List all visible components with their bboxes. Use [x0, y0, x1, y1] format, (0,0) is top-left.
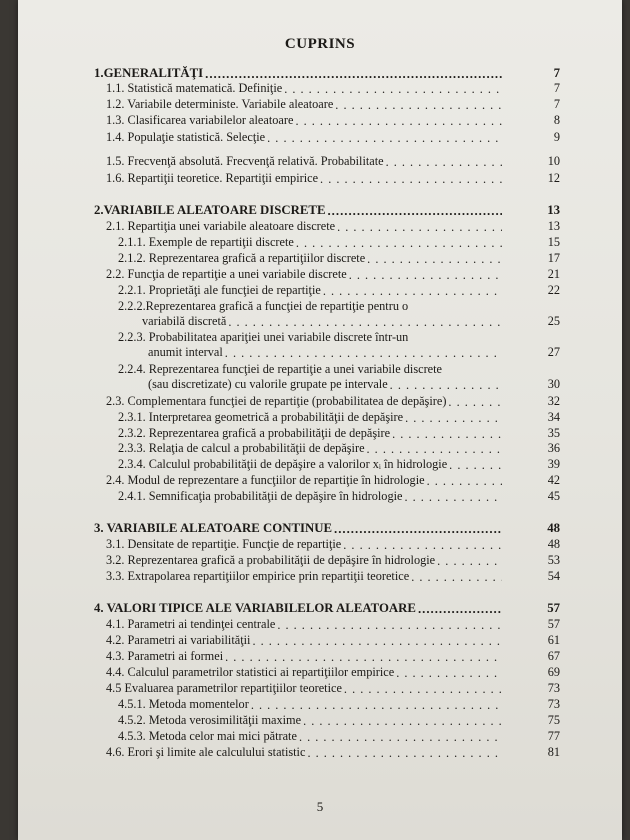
toc-page-number: 15: [547, 235, 560, 249]
toc-leader-dots: [386, 156, 502, 168]
toc-chapter-entry: [94, 601, 560, 615]
toc-entry-label: 2.2.3. Probabilitatea apariţiei unei variabile discrete într-un: [118, 330, 409, 344]
toc-entry-label: 1.2. Variabile deterministe. Variabile aleatoare: [106, 97, 334, 111]
toc-section-entry: [106, 394, 560, 408]
toc-entry-label-continuation: (sau discretizate) cu valorile grupate pe intervale: [148, 377, 388, 391]
toc-page-number: 75: [547, 713, 560, 727]
toc-leader-dots: [427, 475, 502, 487]
toc-leader-dots: [335, 99, 502, 111]
toc-leader-dots: [323, 285, 502, 297]
toc-entry-label: 4.6. Erori şi limite ale calculului statistic: [106, 745, 306, 759]
toc-leader-dots: [392, 428, 502, 440]
toc-leader-dots: [449, 459, 502, 471]
toc-page-number: 48: [547, 537, 560, 551]
toc-leader-dots: [367, 253, 502, 265]
toc-section-entry: [118, 362, 560, 391]
toc-entry-label: 3.1. Densitate de repartiţie. Funcţie de repartiţie: [106, 537, 342, 551]
toc-entry-label: 3. VARIABILE ALEATOARE CONTINUE: [94, 521, 332, 535]
toc-page-number: 36: [547, 441, 560, 455]
toc-chapter-entry: [94, 521, 560, 535]
toc-leader-dots: [437, 555, 502, 567]
toc-chapter-entry: [94, 203, 560, 217]
toc-section-entry: [106, 745, 560, 759]
toc-section-entry: [106, 633, 560, 647]
toc-leader-dots: [251, 699, 502, 711]
toc-page-number: 25: [547, 314, 560, 328]
toc-page-number: 10: [547, 154, 560, 168]
toc-entry-label: 3.3. Extrapolarea repartiţiilor empirice prin repartiţii teoretice: [106, 569, 410, 583]
toc-leader-dots: [303, 715, 502, 727]
toc-leader-dots: [228, 316, 502, 328]
toc-section-entry: [118, 489, 560, 503]
toc-leader-dots: [337, 221, 502, 233]
toc-page-number: 73: [547, 697, 560, 711]
toc-entry-label: 2.3.4. Calculul probabilităţii de depăşire a valorilor xᵢ în hidrologie: [118, 457, 448, 471]
toc-entry-label: 2.4.1. Semnificaţia probabilităţii de depăşire în hidrologie: [118, 489, 403, 503]
toc-leader-dots: [295, 115, 502, 127]
toc-entry-label: 4.2. Parametri ai variabilităţii: [106, 633, 251, 647]
toc-leader-dots: [343, 539, 502, 551]
toc-entry-label: 4.5.1. Metoda momentelor: [118, 697, 249, 711]
toc-entry-label: 4.5.3. Metoda celor mai mici pătrate: [118, 729, 297, 743]
toc-leader-dots: [404, 491, 502, 503]
toc-section-entry: [106, 665, 560, 679]
toc-section-entry: [118, 251, 560, 265]
toc-section-entry: [118, 441, 560, 455]
toc-page-number: 13: [547, 203, 560, 217]
toc-section-entry: [106, 267, 560, 281]
toc-section-entry: [118, 729, 560, 743]
toc-leader-dots: [284, 83, 502, 95]
toc-section-entry: [106, 113, 560, 127]
toc-page-number: 7: [553, 81, 560, 95]
toc-leader-dots: [299, 731, 502, 743]
toc-entry-label: 4.1. Parametri ai tendinţei centrale: [106, 617, 276, 631]
toc-section-entry: [118, 426, 560, 440]
toc-page-number: 81: [547, 745, 560, 759]
toc-leader-dots: [396, 667, 502, 679]
toc-entry-label: 2.2.2.Reprezentarea grafică a funcţiei de repartiţie pentru o: [118, 299, 409, 313]
toc-page-number: 45: [547, 489, 560, 503]
toc-page-number: 12: [547, 171, 560, 185]
toc-entry-label: 1.GENERALITĂŢI: [94, 66, 204, 80]
toc-section-entry: [118, 457, 560, 471]
toc-entry-label: 2.3.3. Relaţia de calcul a probabilităţii de depăşire: [118, 441, 365, 455]
toc-section-entry: [106, 569, 560, 583]
toc-section-entry: [106, 617, 560, 631]
toc-entry-label: 1.3. Clasificarea variabilelor aleatoare: [106, 113, 294, 127]
toc-leader-dots: [225, 651, 502, 663]
toc-page-number: 54: [547, 569, 560, 583]
toc-leader-dots: [327, 205, 502, 217]
toc-page-number: 34: [547, 410, 560, 424]
toc-page-number: 77: [547, 729, 560, 743]
toc-leader-dots: [390, 379, 502, 391]
toc-entry-label: 2.2.1. Proprietăţi ale funcţiei de repartiţie: [118, 283, 321, 297]
toc-page-number: 21: [547, 267, 560, 281]
toc-section-entry: [118, 330, 560, 359]
toc-section-entry: [118, 697, 560, 711]
toc-section-entry: [118, 283, 560, 297]
toc-entry-label: 2.3.1. Interpretarea geometrică a probabilităţii de depăşire: [118, 410, 404, 424]
toc-page-number: 35: [547, 426, 560, 440]
toc-section-entry: [106, 537, 560, 551]
toc-page-number: 7: [553, 97, 560, 111]
toc-leader-dots: [405, 412, 502, 424]
toc-entry-label: 2.4. Modul de reprezentare a funcţiilor de repartiţie în hidrologie: [106, 473, 425, 487]
toc-page-number: 32: [547, 394, 560, 408]
toc-section-entry: [118, 235, 560, 249]
toc-entry-label: 2.1.1. Exemple de repartiţii discrete: [118, 235, 294, 249]
toc-entry-label: 4.3. Parametri ai formei: [106, 649, 224, 663]
toc-page-number: 53: [547, 553, 560, 567]
toc-entry-label: 2.2.4. Reprezentarea funcţiei de repartiţie a unei variabile discrete: [118, 362, 442, 376]
toc-leader-dots: [307, 747, 502, 759]
toc-page-number: 42: [547, 473, 560, 487]
toc-entry-label: 4.5 Evaluarea parametrilor repartiţiilor teoretice: [106, 681, 342, 695]
toc-entry-label-continuation: variabilă discretă: [142, 314, 227, 328]
toc-section-entry: [106, 681, 560, 695]
toc-page-number: 61: [547, 633, 560, 647]
toc-section-entry: [106, 473, 560, 487]
toc-entry-label: 2.3.2. Reprezentarea grafică a probabilităţii de depăşire: [118, 426, 391, 440]
toc-leader-dots: [277, 619, 502, 631]
toc-leader-dots: [296, 237, 502, 249]
toc-section-entry: [106, 97, 560, 111]
toc-entry-label: 1.1. Statistică matematică. Definiţie: [106, 81, 283, 95]
toc-section-entry: [118, 299, 560, 328]
toc-page-number: 57: [547, 617, 560, 631]
toc-entry-label: 4. VALORI TIPICE ALE VARIABILELOR ALEATOARE: [94, 601, 416, 615]
toc-section-entry: [118, 410, 560, 424]
toc-entry-label: 2.1. Repartiţia unei variabile aleatoare discrete: [106, 219, 336, 233]
toc-section-entry: [106, 219, 560, 233]
toc-entry-label: 1.4. Populaţie statistică. Selecţie: [106, 130, 266, 144]
toc-entry-label: 4.5.2. Metoda verosimilităţii maxime: [118, 713, 302, 727]
toc-leader-dots: [267, 132, 502, 144]
toc-entry-label: 2.VARIABILE ALEATOARE DISCRETE: [94, 203, 326, 217]
toc-page-number: 67: [547, 649, 560, 663]
toc-page-number: 7: [553, 66, 560, 80]
toc-page-number: 57: [547, 601, 560, 615]
toc-section-entry: [106, 171, 560, 185]
toc-leader-dots: [334, 523, 502, 535]
toc-title: CUPRINS: [284, 36, 356, 52]
toc-entry-label-continuation: anumit interval: [148, 345, 223, 359]
toc-page-number: 69: [547, 665, 560, 679]
toc-entry-label: 1.5. Frecvenţă absolută. Frecvenţă relativă. Probabilitate: [106, 154, 384, 168]
toc-chapter-entry: [94, 66, 560, 80]
toc-entry-label: 4.4. Calculul parametrilor statistici ai repartiţiilor empirice: [106, 665, 395, 679]
toc-section-entry: [106, 81, 560, 95]
document-page: [18, 0, 622, 840]
toc-leader-dots: [411, 571, 502, 583]
toc-page-number: 22: [547, 283, 560, 297]
toc-page-number: 39: [547, 457, 560, 471]
toc-entry-label: 2.2. Funcţia de repartiţie a unei variabile discrete: [106, 267, 347, 281]
toc-page-number: 9: [553, 130, 560, 144]
toc-section-entry: [106, 553, 560, 567]
toc-page-number: 17: [547, 251, 560, 265]
page-number: 5: [316, 799, 324, 814]
toc-leader-dots: [225, 347, 502, 359]
toc-entry-label: 2.1.2. Reprezentarea grafică a repartiţiilor discrete: [118, 251, 366, 265]
toc-entry-label: 2.3. Complementara funcţiei de repartiţie (probabilitatea de depăşire): [106, 394, 447, 408]
toc-section-entry: [106, 649, 560, 663]
toc-page-number: 13: [547, 219, 560, 233]
toc-page-number: 48: [547, 521, 560, 535]
toc-leader-dots: [448, 396, 502, 408]
toc-leader-dots: [349, 269, 502, 281]
toc-section-entry: [106, 130, 560, 144]
toc-page-number: 8: [553, 113, 560, 127]
toc-page-number: 30: [547, 377, 560, 391]
table-of-contents: [18, 0, 622, 840]
toc-leader-dots: [320, 173, 502, 185]
toc-section-entry: [118, 713, 560, 727]
toc-leader-dots: [367, 443, 502, 455]
toc-leader-dots: [205, 68, 502, 80]
toc-entry-label: 3.2. Reprezentarea grafică a probabilităţii de depăşire în hidrologie: [106, 553, 436, 567]
toc-entry-label: 1.6. Repartiţii teoretice. Repartiţii empirice: [106, 171, 319, 185]
toc-section-entry: [106, 154, 560, 168]
toc-page-number: 73: [547, 681, 560, 695]
toc-leader-dots: [418, 603, 502, 615]
toc-leader-dots: [344, 683, 502, 695]
toc-leader-dots: [252, 635, 502, 647]
toc-page-number: 27: [547, 345, 560, 359]
